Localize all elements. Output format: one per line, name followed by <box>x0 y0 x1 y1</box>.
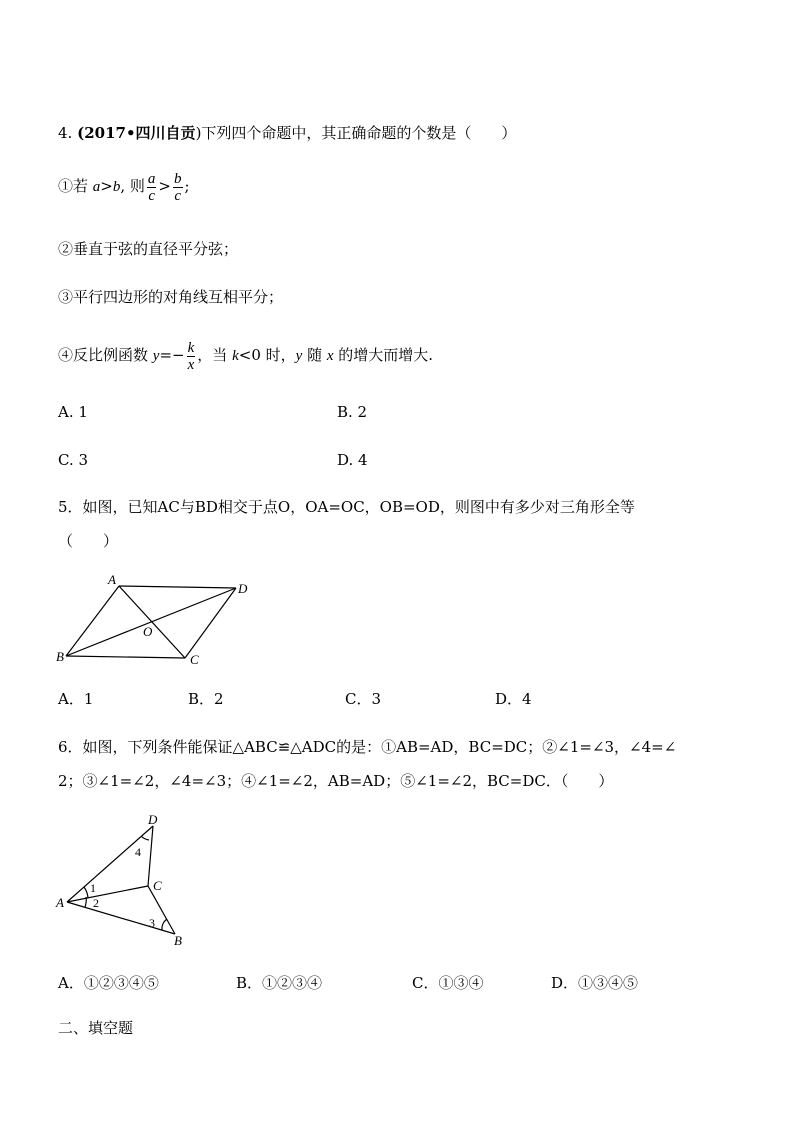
frac-numerator: a <box>147 170 156 187</box>
q6-stem-line1: 6．如图，下列条件能保证△ABC≌△ADC的是：①AB=AD，BC=DC；②∠1=∠3，∠4=∠ <box>58 738 677 756</box>
label-d: D <box>148 812 158 827</box>
q4-p1-comma: , 则 <box>120 177 145 195</box>
q5-parallelogram-figure <box>50 572 270 672</box>
q6-option-a[interactable]: A．①②③④⑤ <box>58 974 159 992</box>
angle-3-arc <box>162 919 167 930</box>
q6-option-d[interactable]: D．①③④⑤ <box>551 974 639 992</box>
q4-p1-a: a <box>92 179 101 195</box>
q4-proposition-4 <box>58 337 433 374</box>
segment-ad <box>119 586 236 588</box>
q4-p1-fraction-a <box>147 171 157 204</box>
q4-p4-pre: ④反比例函数 <box>58 346 149 364</box>
q4-p4-k: k <box>232 348 239 364</box>
q4-p4-sui: 随 <box>302 346 327 364</box>
q4-stem <box>58 123 516 143</box>
frac-denominator: c <box>174 187 182 204</box>
q4-option-b[interactable]: B. 2 <box>337 403 368 421</box>
q4-p4-eq: =− <box>159 346 185 364</box>
q4-p4-x2: x <box>326 348 334 364</box>
frac-denominator: c <box>148 187 155 204</box>
label-o: O <box>143 624 153 639</box>
q6-option-b[interactable]: B．①②③④ <box>236 974 323 992</box>
q4-p4-y: y <box>152 348 160 364</box>
segment-ad <box>67 826 153 902</box>
q5-option-d[interactable]: D．4 <box>495 690 532 708</box>
q4-p1-end: ; <box>184 177 190 195</box>
segment-dc <box>148 826 153 886</box>
q4-p1-mark: ①若 <box>58 177 89 195</box>
label-a: A <box>56 895 64 910</box>
q4-proposition-1 <box>58 168 190 205</box>
q4-p4-fraction <box>187 340 196 373</box>
q4-proposition-2: ②垂直于弦的直径平分弦； <box>58 240 239 258</box>
q4-source-place: 四川自贡 <box>135 124 196 142</box>
label-b: B <box>56 649 64 664</box>
label-d: D <box>238 581 248 596</box>
q4-stem-text: )下列四个命题中，其正确命题的个数是（ ） <box>195 124 517 142</box>
q5-stem-line2: （ ） <box>58 532 119 550</box>
q5-option-a[interactable]: A．1 <box>58 690 94 708</box>
label-angle-1: 1 <box>90 881 96 895</box>
q4-proposition-3: ③平行四边形的对角线互相平分； <box>58 288 284 306</box>
q6-option-c[interactable]: C．①③④ <box>412 974 484 992</box>
q4-p4-mid: ，当 <box>197 346 228 364</box>
q6-triangles-figure <box>50 810 200 950</box>
label-c: C <box>190 652 199 667</box>
segment-ab <box>67 902 175 934</box>
label-b: B <box>174 933 182 948</box>
section-title-fill-in: 二、填空题 <box>58 1019 134 1037</box>
angle-1-arc <box>84 887 88 898</box>
q5-stem-line1: 5．如图，已知AC与BD相交于点O，OA=OC，OB=OD，则图中有多少对三角形全等 <box>58 498 635 516</box>
angle-4-arc <box>141 836 149 840</box>
label-angle-3: 3 <box>149 916 155 930</box>
q4-option-c[interactable]: C. 3 <box>58 451 89 469</box>
q4-p1-gt2: > <box>158 177 171 195</box>
q6-stem-line2: 2；③∠1=∠2，∠4=∠3；④∠1=∠2，AB=AD；⑤∠1=∠2，BC=DC．（ ） <box>58 772 614 790</box>
q4-p4-cond: <0 时， <box>238 346 296 364</box>
q4-source-dot: • <box>125 124 136 142</box>
q4-p1-gt: > <box>100 177 113 195</box>
q5-option-c[interactable]: C．3 <box>345 690 382 708</box>
q4-p4-end: 的增大而增大. <box>333 346 434 364</box>
q5-option-b[interactable]: B．2 <box>188 690 224 708</box>
q4-source-year: (2017 <box>77 124 126 142</box>
label-angle-4: 4 <box>135 845 141 859</box>
frac-numerator: b <box>174 170 182 187</box>
label-c: C <box>153 878 162 893</box>
label-angle-2: 2 <box>93 896 99 910</box>
q4-p1-b: b <box>112 179 121 195</box>
q4-p4-y2: y <box>295 348 303 364</box>
frac-numerator: k <box>187 339 195 356</box>
frac-denominator: x <box>187 356 195 373</box>
q4-number: 4. <box>58 124 73 142</box>
q4-option-d[interactable]: D. 4 <box>337 451 368 469</box>
q4-option-a[interactable]: A. 1 <box>58 403 88 421</box>
label-a: A <box>108 572 116 587</box>
segment-ac <box>67 886 148 902</box>
q4-p1-fraction-b <box>173 171 183 204</box>
segment-bc <box>66 656 185 658</box>
